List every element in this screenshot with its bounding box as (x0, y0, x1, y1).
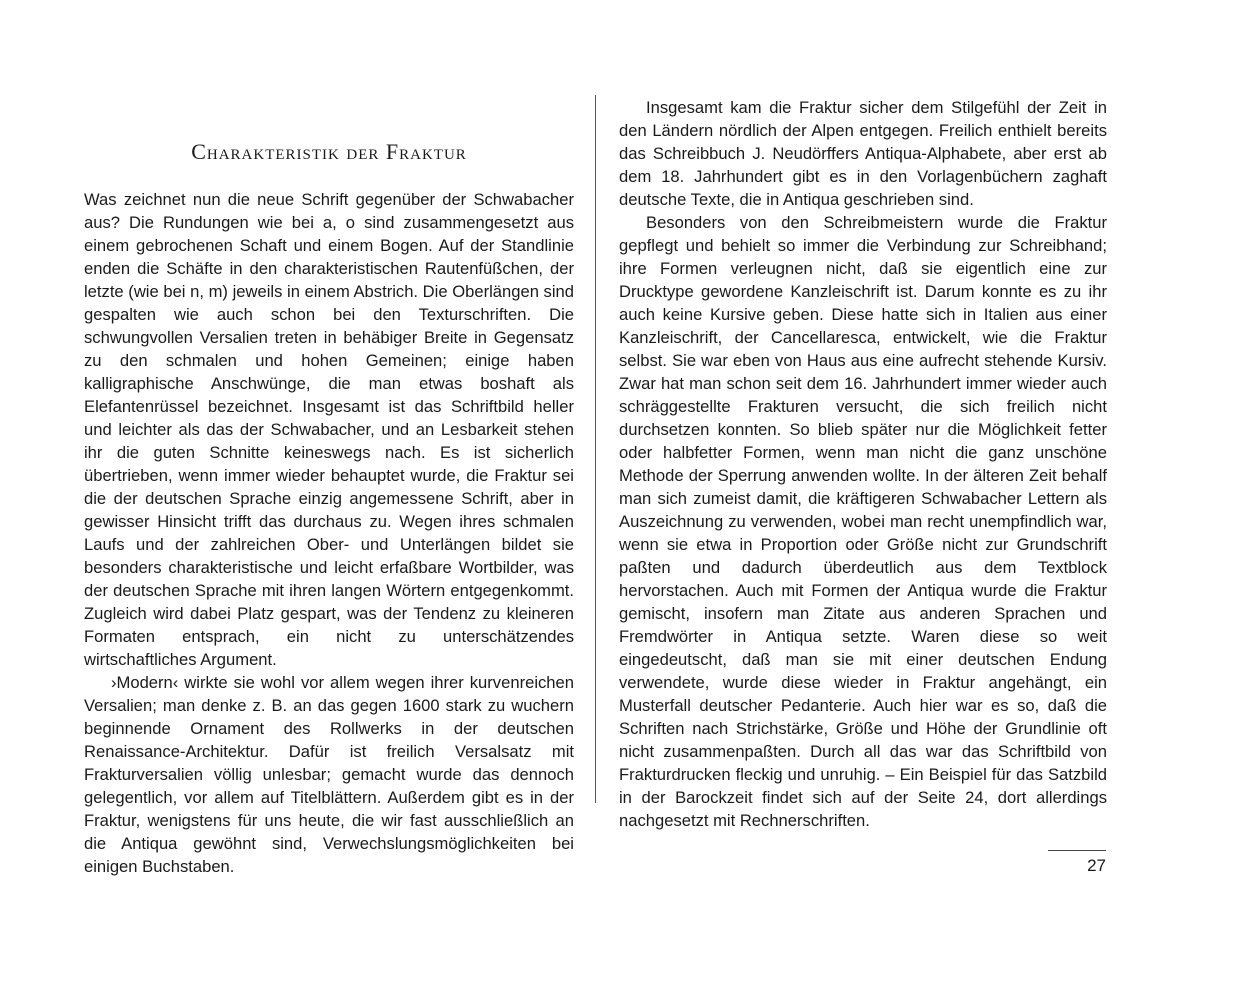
left-column (84, 188, 574, 878)
section-heading: Charakteristik der Fraktur (191, 139, 467, 164)
page-number: 27 (1087, 856, 1106, 875)
right-paragraph-2: Besonders von den Schreibmeistern wurde die Fraktur gepflegt und behielt so immer die Verbindung zur Schreibhand; ihre Formen verleugnen nicht, daß sie eigentlich eine zur Drucktype gewordene Kanzleischrift ist. Darum konnte es zu ihr auch keine Kursive geben. Diese hatte sich in Italien aus einer Kanzleischrift, der Cancellaresca, entwickelt, wie die Fraktur selbst. Sie war eben von Haus aus eine aufrecht stehende Kursiv. Zwar hat man schon seit dem 16. Jahrhundert immer wieder auch schräggestellte Frakturen versucht, die sich freilich nicht durchsetzen konnten. So blieb später nur die Möglichkeit fetter oder halbfetter Formen, wenn man nicht die ganz unschöne Methode der Sperrung anwenden wollte. In der älteren Zeit behalf man sich zumeist damit, die kräftigeren Schwabacher Lettern als Auszeichnung zu verwenden, wobei man recht unempfindlich war, wenn sie etwa in Proportion oder Größe nicht zur Grundschrift paßten und dadurch überdeutlich aus dem Textblock hervorstachen. Auch mit Formen der Antiqua wurde die Fraktur gemischt, insofern man Zitate aus anderen Sprachen und Fremdwörter in Antiqua setzte. Waren diese so weit eingedeutscht, daß man sie mit einer deutschen Endung verwendete, wurde diese wieder in Fraktur angehängt, ein Musterfall deutscher Pedanterie. Auch hier war es so, daß die Schriften nach Strichstärke, Größe und Höhe der Grundlinie oft nicht zusammenpaßten. Durch all das war das Schriftbild von Frakturdrucken fleckig und unruhig. – Ein Beispiel für das Satzbild in der Barockzeit findet sich auf der Seite 24, dort allerdings nachgesetzt mit Rechnerschriften. (619, 213, 1107, 830)
left-paragraph-1: Was zeichnet nun die neue Schrift gegenüber der Schwabacher aus? Die Rundungen wie bei a, o sind zusammengesetzt aus einem gebrochenen Schaft und einem Bogen. Auf der Standlinie enden die Schäfte in den charakteristischen Rautenfüßchen, der letzte (wie bei n, m) jeweils in einem Abstrich. Die Oberlängen sind gespalten wie auch schon bei den Texturschriften. Die schwungvollen Versalien treten in behäbiger Breite in Gegensatz zu den schmalen und hohen Gemeinen; einige haben kalligraphische Anschwünge, die man etwas boshaft als Elefantenrüssel bezeichnet. Insgesamt ist das Schriftbild heller und leichter als das der Schwabacher, und an Lesbarkeit stehen ihr die guten Schnitte keineswegs nach. Es ist sicherlich übertrieben, wenn immer wieder behauptet wurde, die Fraktur sei die der deutschen Sprache einzig angemessene Schrift, aber in gewisser Hinsicht trifft das durchaus zu. Wegen ihres schmalen Laufs und der zahlreichen Ober- und Unterlängen bildet sie besonders charakteristische und leicht erfaßbare Wortbilder, was der deutschen Sprache mit ihren langen Wörtern entgegenkommt. Zugleich wird dabei Platz gespart, was der Tendenz zu kleineren Formaten entsprach, ein nicht zu unterschätzendes wirtschaftliches Argument. (84, 190, 574, 669)
right-paragraph-1: Insgesamt kam die Fraktur sicher dem Stilgefühl der Zeit in den Ländern nördlich der Alpen entgegen. Freilich enthielt bereits das Schreibbuch J. Neudörffers Antiqua-Alphabete, aber erst ab dem 18. Jahrhundert gibt es in den Vorlagenbüchern zaghaft deutsche Texte, die in Antiqua geschrieben sind. (619, 98, 1107, 209)
column-divider (595, 95, 596, 803)
right-column (619, 96, 1107, 832)
page-number-rule (1048, 850, 1106, 851)
left-paragraph-2: ›Modern‹ wirkte sie wohl vor allem wegen ihrer kurvenreichen Versalien; man denke z. B. an das gegen 1600 stark zu wuchern beginnende Ornament des Rollwerks in der deutschen Renaissance-Architektur. Dafür ist freilich Versalsatz mit Frakturversalien völlig unlesbar; gemacht wurde das dennoch gelegentlich, vor allem auf Titelblättern. Außerdem gibt es in der Fraktur, wenigstens für uns heute, die wir fast ausschließlich an die Antiqua gewöhnt sind, Verwechslungsmöglichkeiten bei einigen Buchstaben. (84, 673, 574, 876)
